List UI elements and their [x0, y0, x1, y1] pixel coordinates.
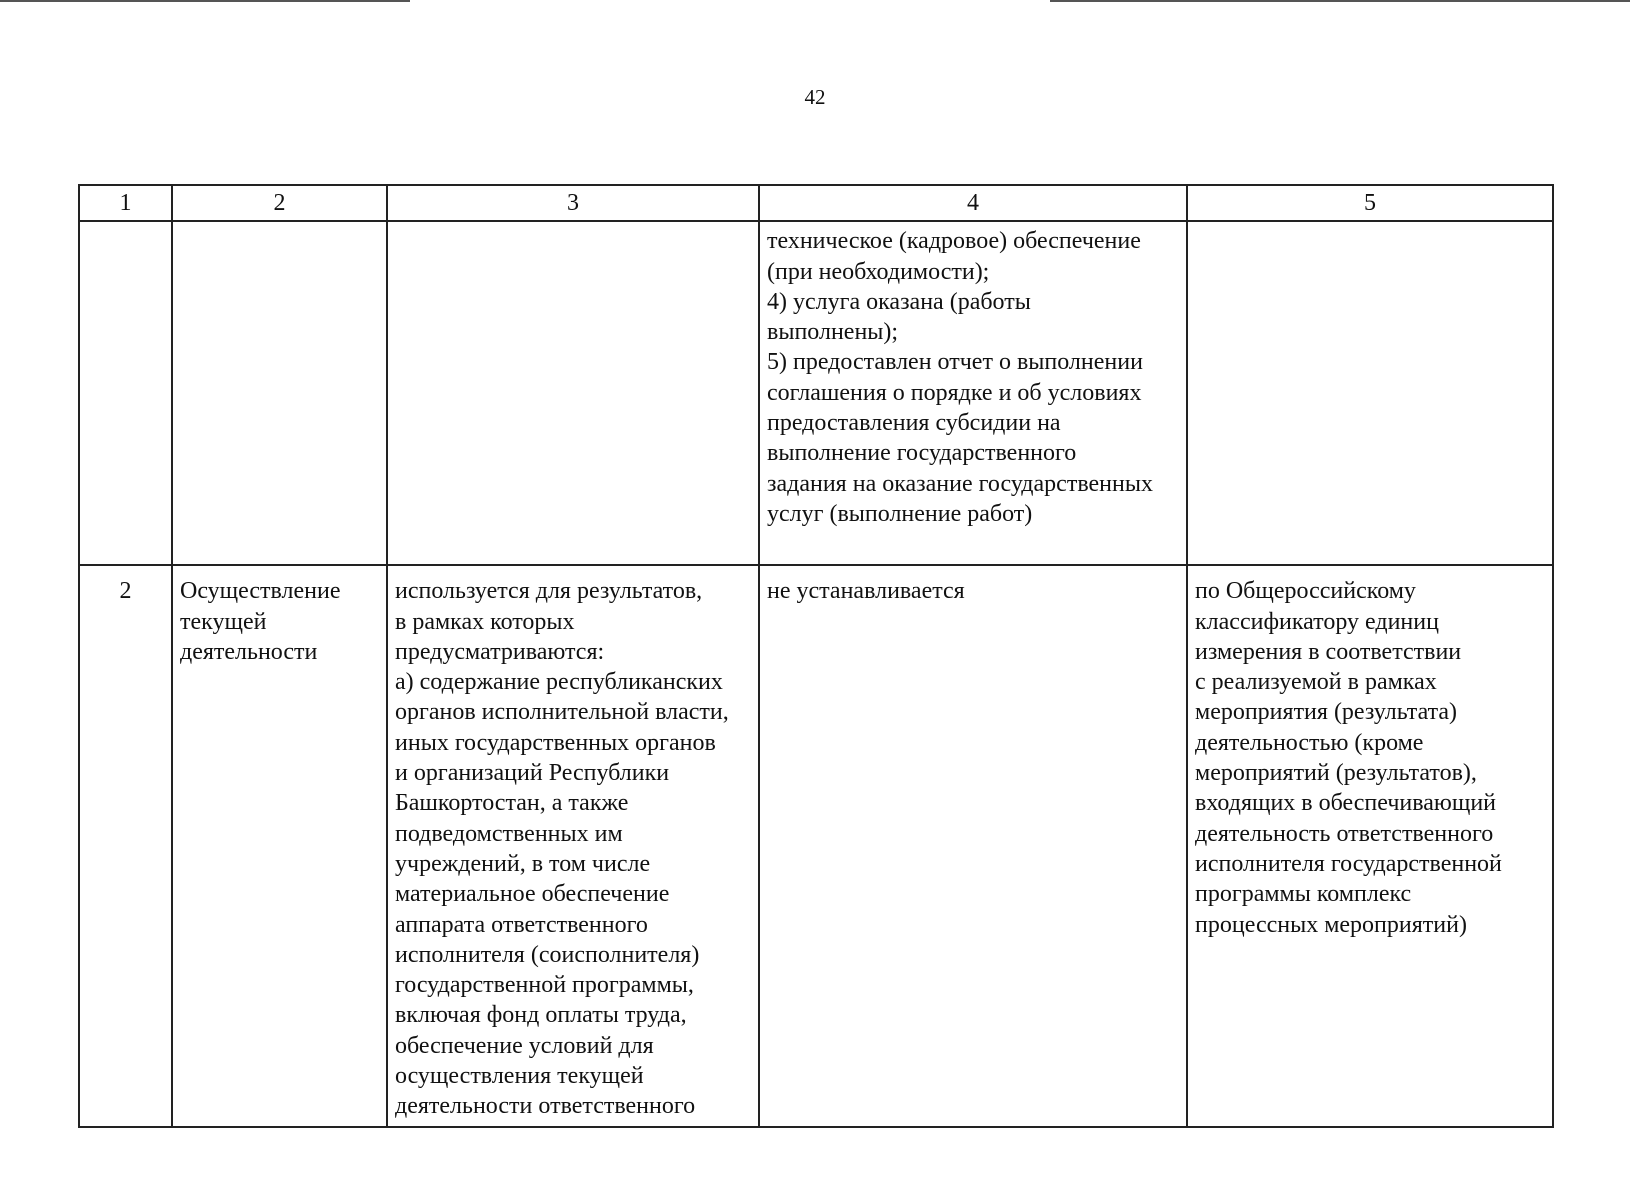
header-cell-2: 2 — [172, 185, 387, 221]
header-cell-5: 5 — [1187, 185, 1553, 221]
row1-col3-cell — [387, 221, 759, 565]
header-cell-1: 1 — [79, 185, 172, 221]
table-row — [79, 221, 1553, 565]
row1-col2-cell — [172, 221, 387, 565]
row2-name-cell: Осуществление текущей деятельности — [172, 565, 387, 1126]
header-cell-3: 3 — [387, 185, 759, 221]
page-number: 42 — [804, 85, 826, 109]
document-table — [78, 184, 1554, 1128]
row2-number-cell: 2 — [79, 565, 172, 1126]
row2-description-cell: используется для результатов, в рамках которых предусматриваются: а) содержание республиканских органов исполнительной власти, иных государственных органов и организаций Республики Башкортостан, а также подведомственных им учреждений, в том числе материальное обеспечение аппарата ответственного исполнителя (соисполнителя) государственной программы, включая фонд оплаты труда, обеспечение условий для осуществления текущей деятельности ответственного — [387, 565, 759, 1126]
header-cell-4: 4 — [759, 185, 1187, 221]
table-header-row — [79, 185, 1553, 221]
row1-col5-cell — [1187, 221, 1553, 565]
top-scan-rule-left — [0, 0, 410, 2]
row2-col4-cell: не устанавливается — [759, 565, 1187, 1126]
top-scan-rule-right — [1050, 0, 1630, 2]
row1-col1-cell — [79, 221, 172, 565]
table-row — [79, 565, 1553, 1126]
row1-col4-cell: техническое (кадровое) обеспечение (при необходимости); 4) услуга оказана (работы выполнены); 5) предоставлен отчет о выполнении соглашения о порядке и об условиях предоставления субсидии на выполнение государственного задания на оказание государственных услуг (выполнение работ) — [759, 221, 1187, 565]
row2-unit-cell: по Общероссийскому классификатору единиц измерения в соответствии с реализуемой в рамках мероприятия (результата) деятельностью (кроме мероприятий (результатов), входящих в обеспечивающий деятельность ответственного исполнителя государственной программы комплекс процессных мероприятий) — [1187, 565, 1553, 1126]
